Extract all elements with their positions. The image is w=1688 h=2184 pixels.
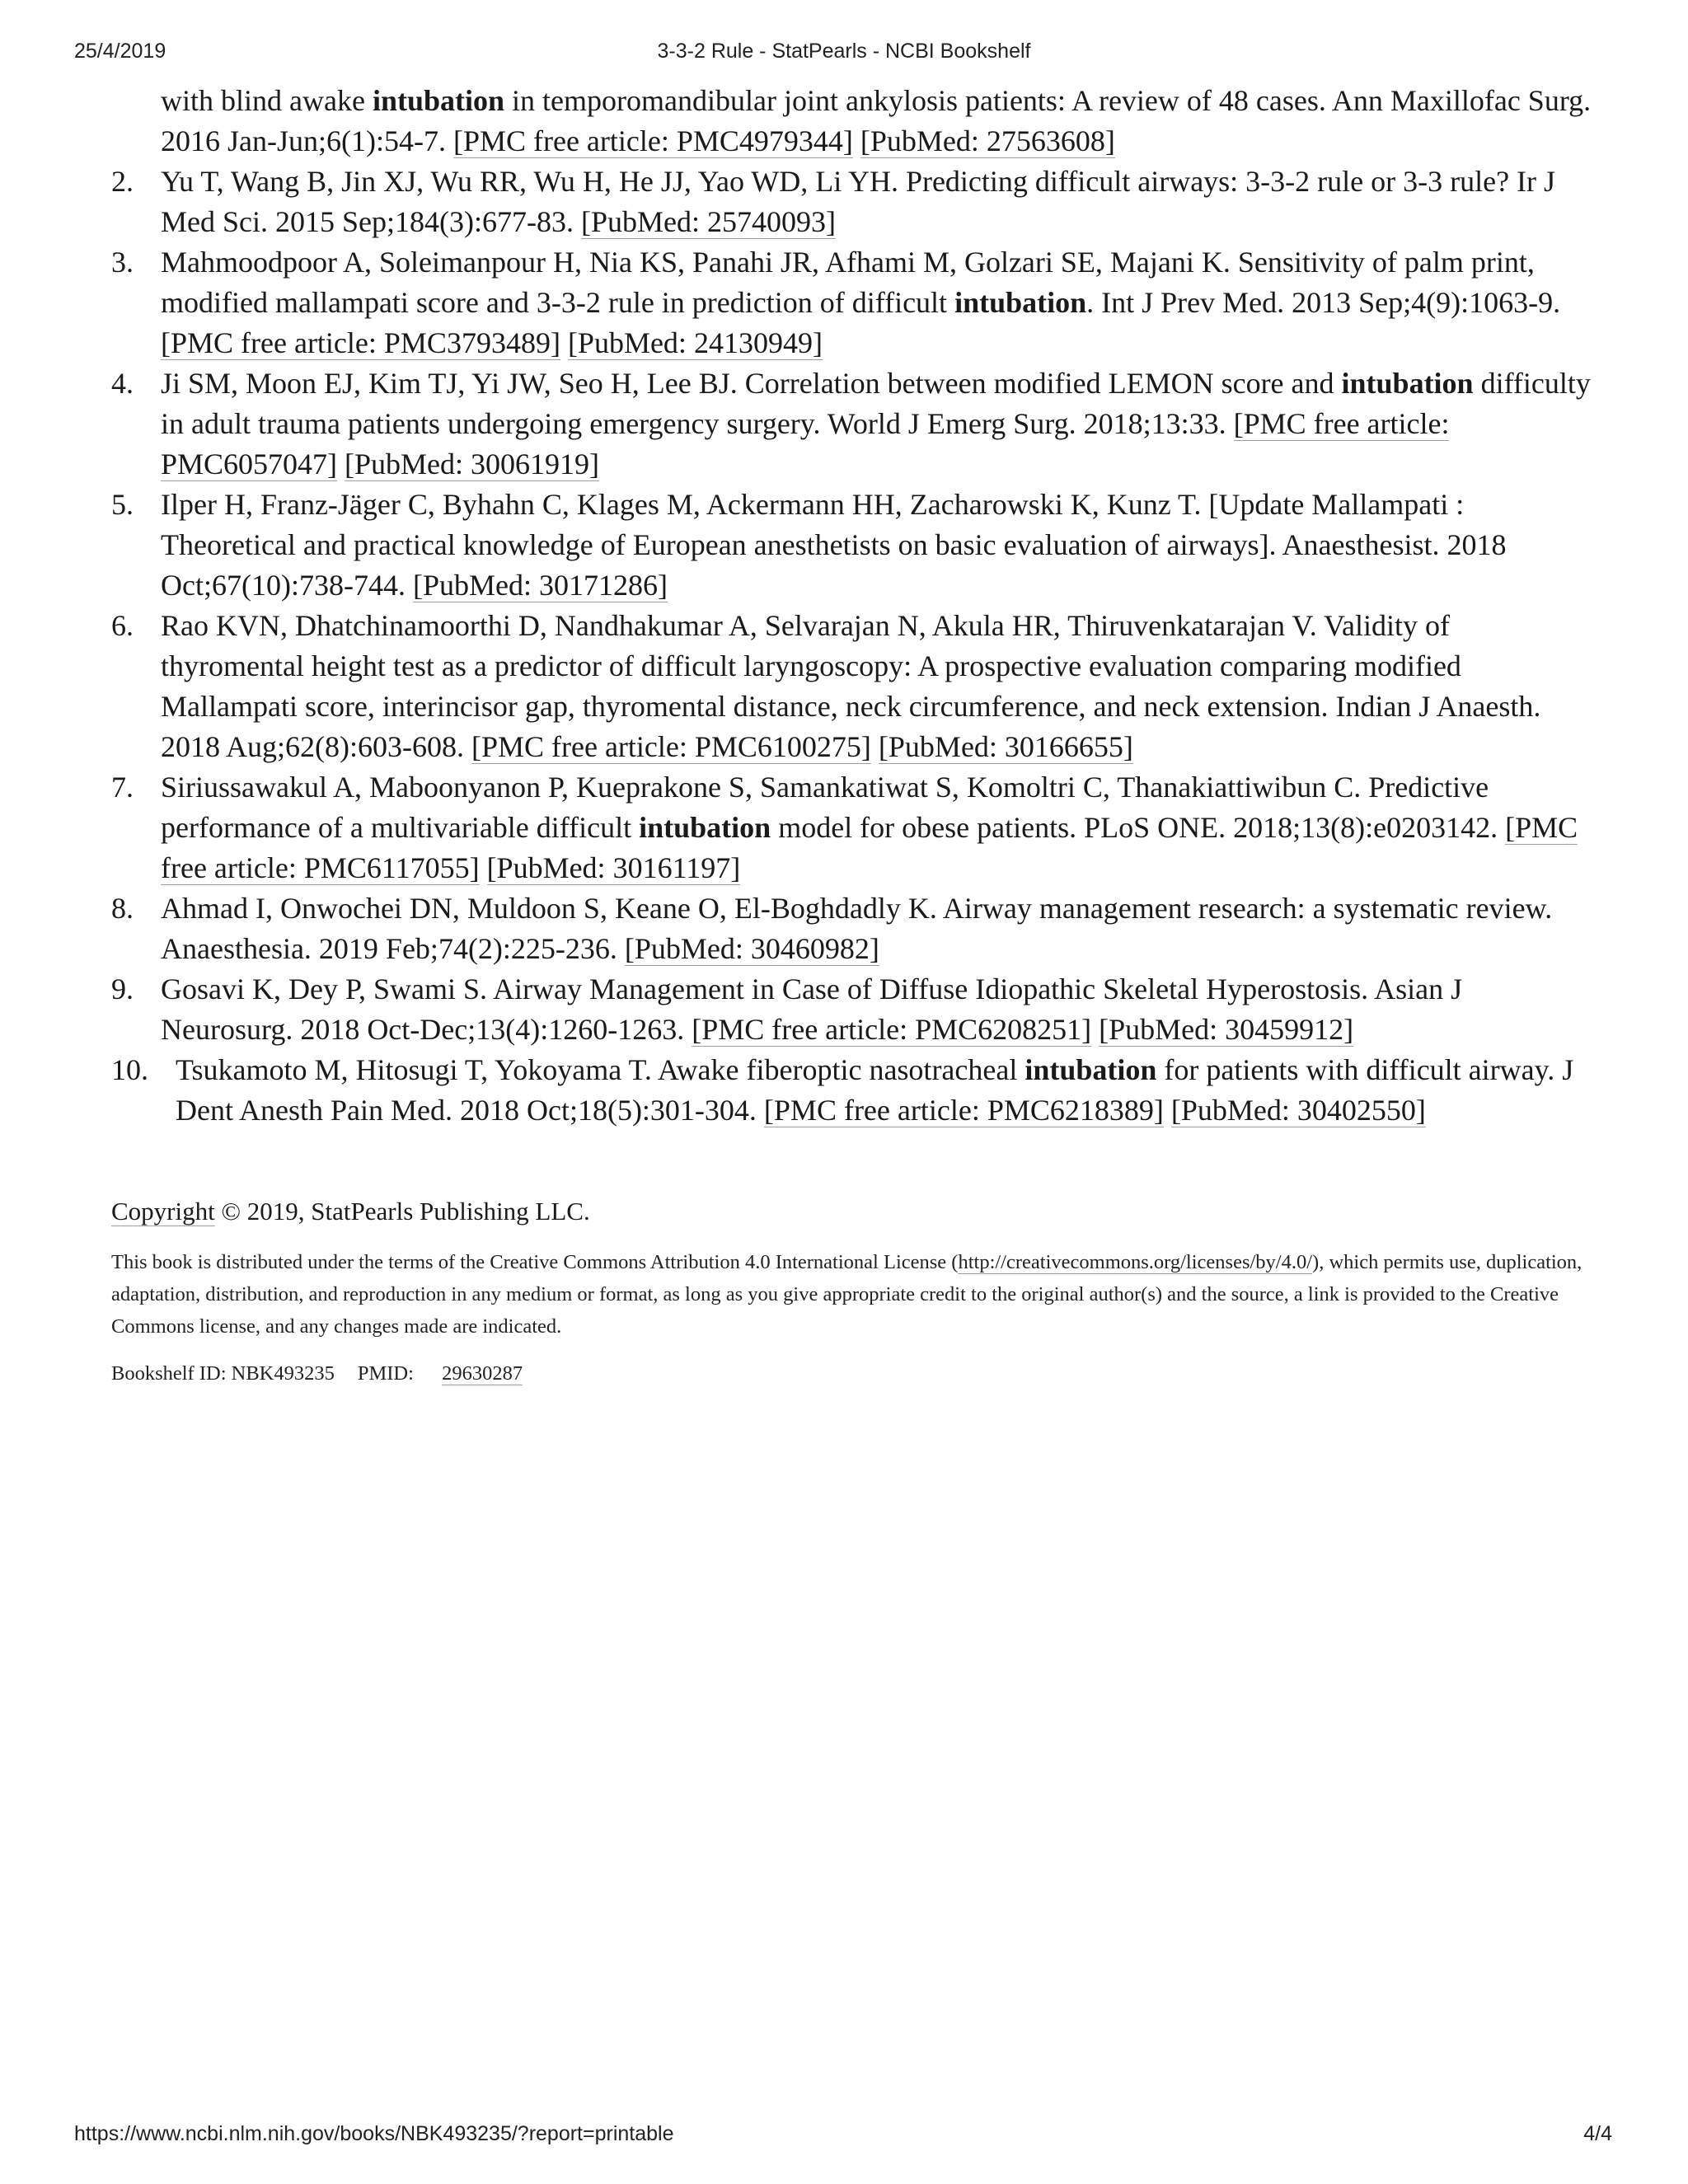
reference-segment bbox=[1164, 1094, 1171, 1127]
pubmed-link[interactable]: [PubMed: 30171286] bbox=[412, 569, 668, 602]
reference-number: 9. bbox=[111, 972, 134, 1005]
pmc-article-link[interactable]: [PMC free article: PMC6208251] bbox=[692, 1013, 1092, 1046]
reference-item bbox=[111, 81, 1595, 162]
pmc-article-link[interactable]: [PMC free article: PMC3793489] bbox=[161, 326, 560, 359]
reference-segment: . Int J Prev Med. 2013 Sep;4(9):1063-9. bbox=[1086, 286, 1561, 319]
reference-segment bbox=[871, 730, 879, 763]
reference-text bbox=[161, 969, 1595, 1050]
print-url: https://www.ncbi.nlm.nih.gov/books/NBK493235/?report=printable bbox=[74, 2122, 674, 2145]
reference-segment: Mahmoodpoor A, Soleimanpour H, Nia KS, Panahi JR, Afhami M, Golzari SE, Majani K. Sensitivity of palm print, modified mallampati score and 3-3-2 rule in prediction of difficult bbox=[161, 246, 1535, 319]
reference-item bbox=[111, 767, 1595, 888]
pmc-article-link[interactable]: [PMC free article: PMC6117055] bbox=[161, 811, 1578, 884]
reference-item bbox=[111, 242, 1595, 363]
pubmed-link[interactable]: [PubMed: 30161197] bbox=[486, 851, 741, 884]
license-url-link[interactable]: http://creativecommons.org/licenses/by/4.0/ bbox=[958, 1251, 1313, 1273]
reference-segment: Ji SM, Moon EJ, Kim TJ, Yi JW, Seo H, Lee BJ. Correlation between modified LEMON score and bbox=[161, 367, 1342, 400]
highlighted-term: intubation bbox=[372, 84, 505, 117]
reference-item bbox=[111, 606, 1595, 767]
reference-segment: with blind awake bbox=[161, 84, 373, 117]
reference-item bbox=[111, 1050, 1595, 1131]
identifiers bbox=[111, 1360, 1611, 1388]
reference-segment: Ahmad I, Onwochei DN, Muldoon S, Keane O, El-Boghdadly K. Airway management research: a systematic review. Anaesthesia. 2019 Feb;74(2):225-236. bbox=[161, 892, 1553, 965]
reference-number: 10. bbox=[111, 1053, 148, 1086]
bookshelf-id: Bookshelf ID: NBK493235 bbox=[111, 1362, 335, 1385]
pubmed-link[interactable]: [PubMed: 30402550] bbox=[1170, 1094, 1426, 1127]
reference-segment bbox=[337, 448, 345, 480]
reference-text bbox=[161, 606, 1595, 767]
reference-segment: Yu T, Wang B, Jin XJ, Wu RR, Wu H, He JJ, Yao WD, Li YH. Predicting difficult airways: 3-3-2 rule or 3-3 rule? Ir J Med Sci. 2015 Sep;184(3):677-83. bbox=[161, 165, 1556, 238]
reference-text bbox=[161, 767, 1595, 888]
reference-text bbox=[161, 485, 1595, 606]
reference-item bbox=[111, 485, 1595, 606]
reference-number: 2. bbox=[111, 165, 134, 198]
reference-segment: Siriussawakul A, Maboonyanon P, Kueprakone S, Samankatiwat S, Komoltri C, Thanakiattiwibun C. Predictive performance of a multivariable difficult bbox=[161, 771, 1489, 844]
pubmed-link[interactable]: [PubMed: 27563608] bbox=[860, 124, 1115, 157]
reference-item bbox=[111, 363, 1595, 485]
reference-segment bbox=[560, 326, 568, 359]
page-number: 4/4 bbox=[1583, 2122, 1612, 2145]
pubmed-link[interactable]: [PubMed: 30459912] bbox=[1099, 1013, 1354, 1046]
reference-segment: difficulty in adult trauma patients undergoing emergency surgery. World J Emerg Surg. 2018;13:33. bbox=[161, 367, 1591, 440]
license-statement bbox=[111, 1246, 1611, 1343]
pmc-article-link[interactable]: [PMC free article: PMC6218389] bbox=[763, 1094, 1164, 1127]
reference-segment bbox=[853, 124, 860, 157]
reference-list bbox=[111, 81, 1595, 1131]
reference-item bbox=[111, 969, 1595, 1050]
reference-number: 3. bbox=[111, 246, 134, 279]
reference-item bbox=[111, 888, 1595, 969]
reference-number: 6. bbox=[111, 609, 134, 642]
pubmed-link[interactable]: [PubMed: 30166655] bbox=[878, 730, 1133, 763]
reference-text bbox=[161, 162, 1595, 242]
pubmed-link[interactable]: [PubMed: 24130949] bbox=[567, 326, 823, 359]
print-footer bbox=[0, 2122, 1688, 2150]
reference-segment bbox=[480, 851, 487, 884]
pmc-article-link[interactable]: [PMC free article: PMC6057047] bbox=[161, 407, 1450, 480]
copyright-text: © 2019, StatPearls Publishing LLC. bbox=[214, 1197, 590, 1226]
pmc-article-link[interactable]: [PMC free article: PMC6100275] bbox=[471, 730, 871, 763]
print-header bbox=[0, 40, 1688, 68]
highlighted-term: intubation bbox=[1025, 1053, 1157, 1086]
reference-segment: Rao KVN, Dhatchinamoorthi D, Nandhakumar A, Selvarajan N, Akula HR, Thiruvenkatarajan V. Validity of thyromental height test as a predictor of difficult laryngoscopy: A prospective evaluation comparing modified Mallampati score, interincisor gap, thyromental distance, neck circumference, and neck extension. Indian J Anaesth. 2018 Aug;62(8):603-608. bbox=[161, 609, 1541, 763]
reference-segment bbox=[1091, 1013, 1099, 1046]
reference-item bbox=[111, 162, 1595, 242]
license-text-after: ), which permits use, duplication, adaptation, distribution, and reproduction in any medium or format, as long as you give appropriate credit to the original author(s) and the source, a link is provided to the Creative Commons license, and any changes made are indicated. bbox=[111, 1251, 1582, 1338]
reference-number: 7. bbox=[111, 771, 134, 804]
reference-segment: Gosavi K, Dey P, Swami S. Airway Management in Case of Diffuse Idiopathic Skeletal Hyperostosis. Asian J Neurosurg. 2018 Oct-Dec;13(4):1260-1263. bbox=[161, 972, 1463, 1046]
copyright-line bbox=[111, 1195, 1611, 1228]
highlighted-term: intubation bbox=[954, 286, 1087, 319]
pubmed-link[interactable]: [PubMed: 30061919] bbox=[345, 448, 600, 480]
reference-segment: Tsukamoto M, Hitosugi T, Yokoyama T. Awake fiberoptic nasotracheal bbox=[176, 1053, 1025, 1086]
print-date: 25/4/2019 bbox=[74, 40, 166, 63]
pubmed-link[interactable]: [PubMed: 25740093] bbox=[580, 205, 836, 238]
reference-text bbox=[161, 888, 1595, 969]
pmid-link[interactable]: 29630287 bbox=[442, 1362, 523, 1385]
reference-number: 4. bbox=[111, 367, 134, 400]
pmc-article-link[interactable]: [PMC free article: PMC4979344] bbox=[452, 124, 853, 157]
reference-text bbox=[161, 81, 1595, 162]
reference-segment: for patients with difficult airway. J Dent Anesth Pain Med. 2018 Oct;18(5):301-304. bbox=[176, 1053, 1574, 1127]
license-text-before: This book is distributed under the terms of the Creative Commons Attribution 4.0 International License ( bbox=[111, 1251, 959, 1273]
reference-number: 5. bbox=[111, 488, 134, 521]
reference-text bbox=[161, 242, 1595, 363]
highlighted-term: intubation bbox=[1341, 367, 1474, 400]
pmid-label: PMID: bbox=[357, 1362, 420, 1385]
print-page-title: 3-3-2 Rule - StatPearls - NCBI Bookshelf bbox=[657, 40, 1031, 63]
reference-segment: in temporomandibular joint ankylosis patients: A review of 48 cases. Ann Maxillofac Surg. 2016 Jan-Jun;6(1):54-7. bbox=[161, 84, 1592, 157]
reference-segment: Ilper H, Franz-Jäger C, Byhahn C, Klages M, Ackermann HH, Zacharowski K, Kunz T. [Update Mallampati : Theoretical and practical knowledge of European anesthetists on basic evaluation of airways]. Anaesthesist. 2018 Oct;67(10):738-744. bbox=[161, 488, 1507, 602]
reference-segment: model for obese patients. PLoS ONE. 2018;13(8):e0203142. bbox=[771, 811, 1506, 844]
pubmed-link[interactable]: [PubMed: 30460982] bbox=[624, 932, 879, 965]
highlighted-term: intubation bbox=[639, 811, 771, 844]
reference-text bbox=[176, 1050, 1595, 1131]
reference-text bbox=[161, 363, 1595, 485]
copyright-link[interactable]: Copyright bbox=[111, 1197, 215, 1226]
reference-number: 8. bbox=[111, 892, 134, 925]
